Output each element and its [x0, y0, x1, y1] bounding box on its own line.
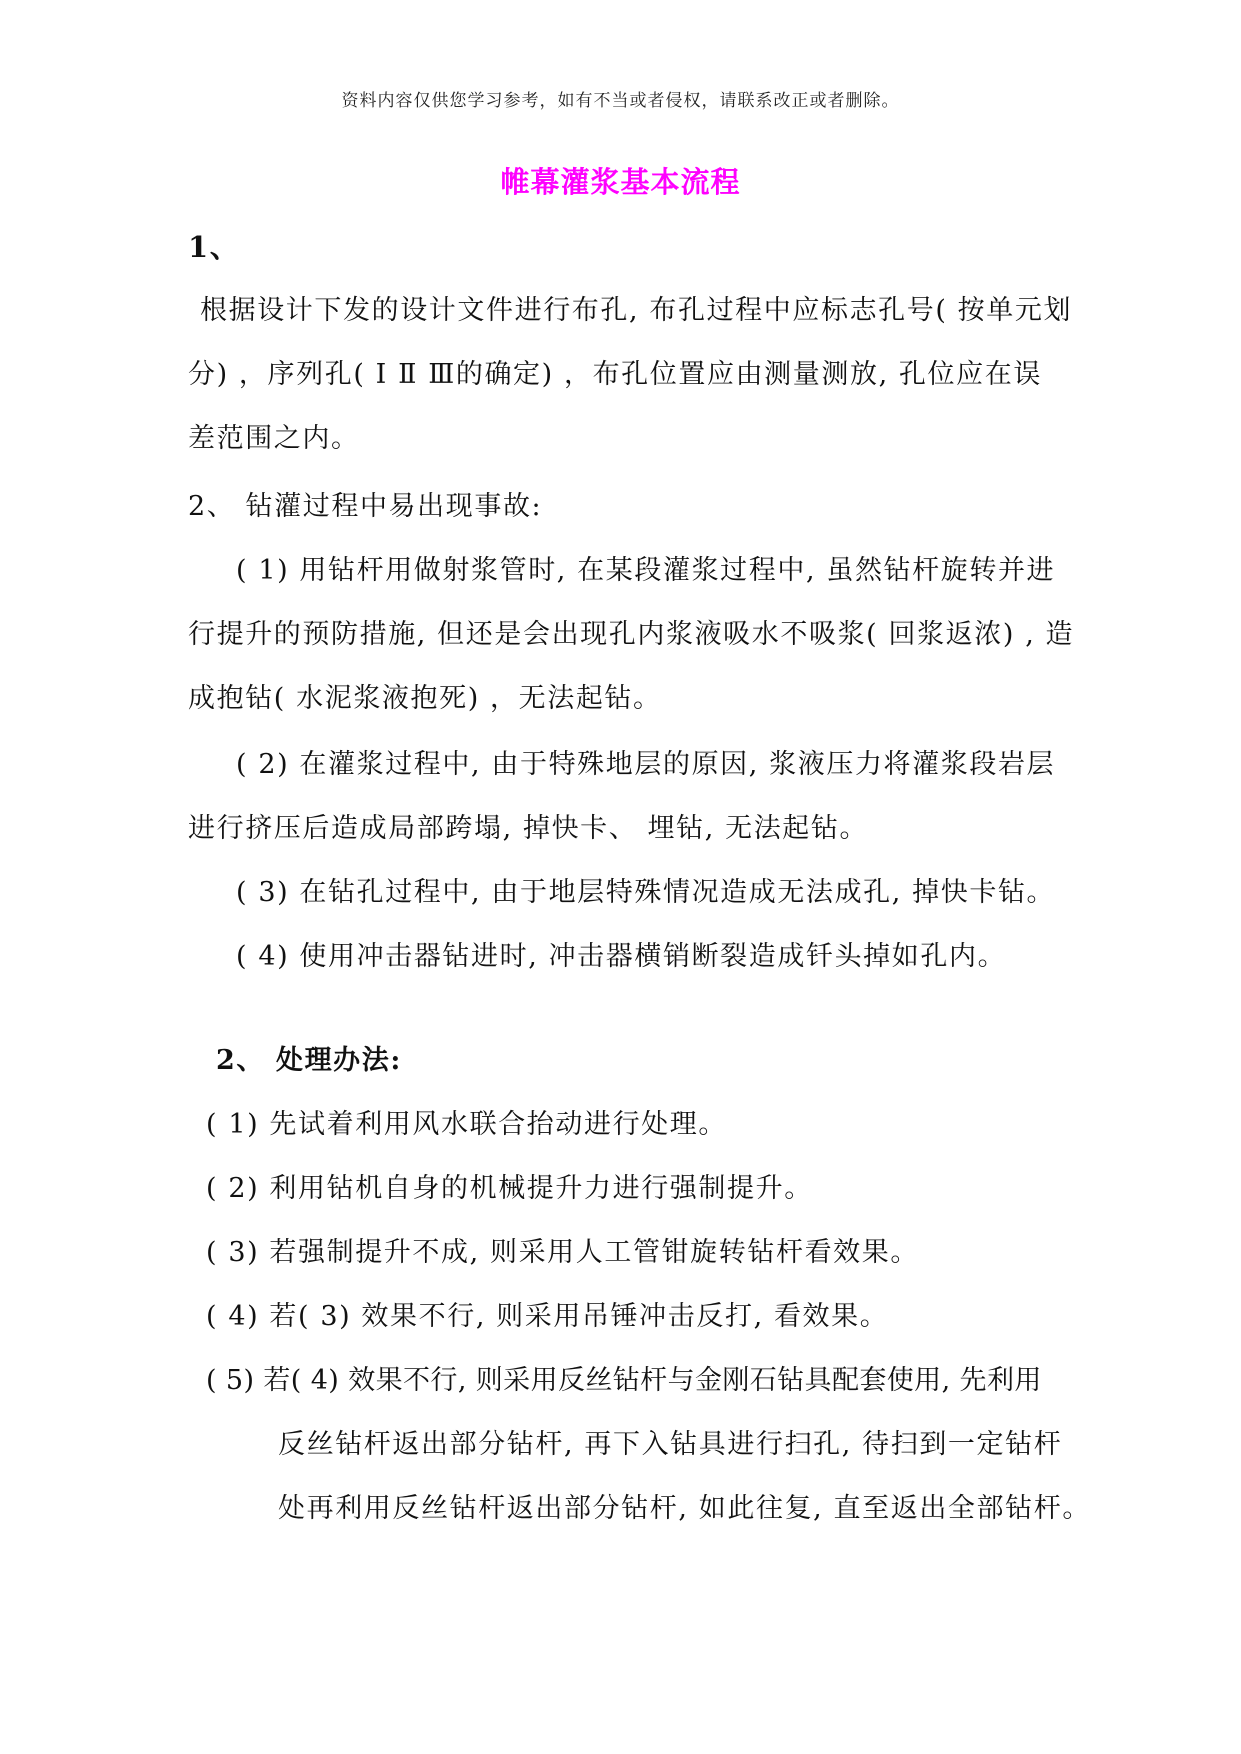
list-item: ( 4) 若( 3) 效果不行, 则采用吊锤冲击反打, 看效果。: [206, 1301, 889, 1332]
paragraph-line: ( 2) 在灌浆过程中, 由于特殊地层的原因, 浆液压力将灌浆段岩层: [236, 749, 1056, 780]
document-title: 帷幕灌浆基本流程: [500, 165, 741, 199]
paragraph-line: 分) ，序列孔( Ⅰ Ⅱ Ⅲ的确定) ，布孔位置应由测量测放, 孔位应在误: [188, 359, 1042, 390]
section-heading-solutions: 2、 处理办法:: [216, 1045, 402, 1076]
list-item-continuation: 反丝钻杆返出部分钻杆, 再下入钻具进行扫孔, 待扫到一定钻杆: [278, 1429, 1063, 1460]
paragraph-line: 进行挤压后造成局部跨塌, 掉快卡、 埋钻, 无法起钻。: [188, 813, 869, 844]
section-heading-accidents: 2、 钻灌过程中易出现事故:: [188, 491, 543, 522]
list-item: ( 1) 先试着利用风水联合抬动进行处理。: [206, 1109, 728, 1140]
list-item: ( 2) 利用钻机自身的机械提升力进行强制提升。: [206, 1173, 813, 1204]
section-number-1: 1、: [188, 230, 241, 264]
paragraph-line: ( 1) 用钻杆用做射浆管时, 在某段灌浆过程中, 虽然钻杆旋转并进: [236, 555, 1056, 586]
paragraph-line: 差范围之内。: [188, 423, 360, 454]
paragraph-line: 根据设计下发的设计文件进行布孔, 布孔过程中应标志孔号( 按单元划: [200, 295, 1073, 326]
disclaimer-notice: 资料内容仅供您学习参考，如有不当或者侵权，请联系改正或者删除。: [341, 91, 900, 111]
list-item: ( 5) 若( 4) 效果不行, 则采用反丝钻杆与金刚石钻具配套使用, 先利用: [206, 1365, 1042, 1396]
paragraph-line: 行提升的预防措施, 但还是会出现孔内浆液吸水不吸浆( 回浆返浓) , 造: [188, 619, 1075, 650]
paragraph-line: 成抱钻( 水泥浆液抱死) ，无法起钻。: [188, 683, 662, 714]
list-item-continuation: 处再利用反丝钻杆返出部分钻杆, 如此往复, 直至返出全部钻杆。: [278, 1493, 1091, 1524]
paragraph-line: ( 3) 在钻孔过程中, 由于地层特殊情况造成无法成孔, 掉快卡钻。: [236, 877, 1056, 908]
paragraph-line: ( 4) 使用冲击器钻进时, 冲击器横销断裂造成钎头掉如孔内。: [236, 941, 1007, 972]
list-item: ( 3) 若强制提升不成, 则采用人工管钳旋转钻杆看效果。: [206, 1237, 919, 1268]
